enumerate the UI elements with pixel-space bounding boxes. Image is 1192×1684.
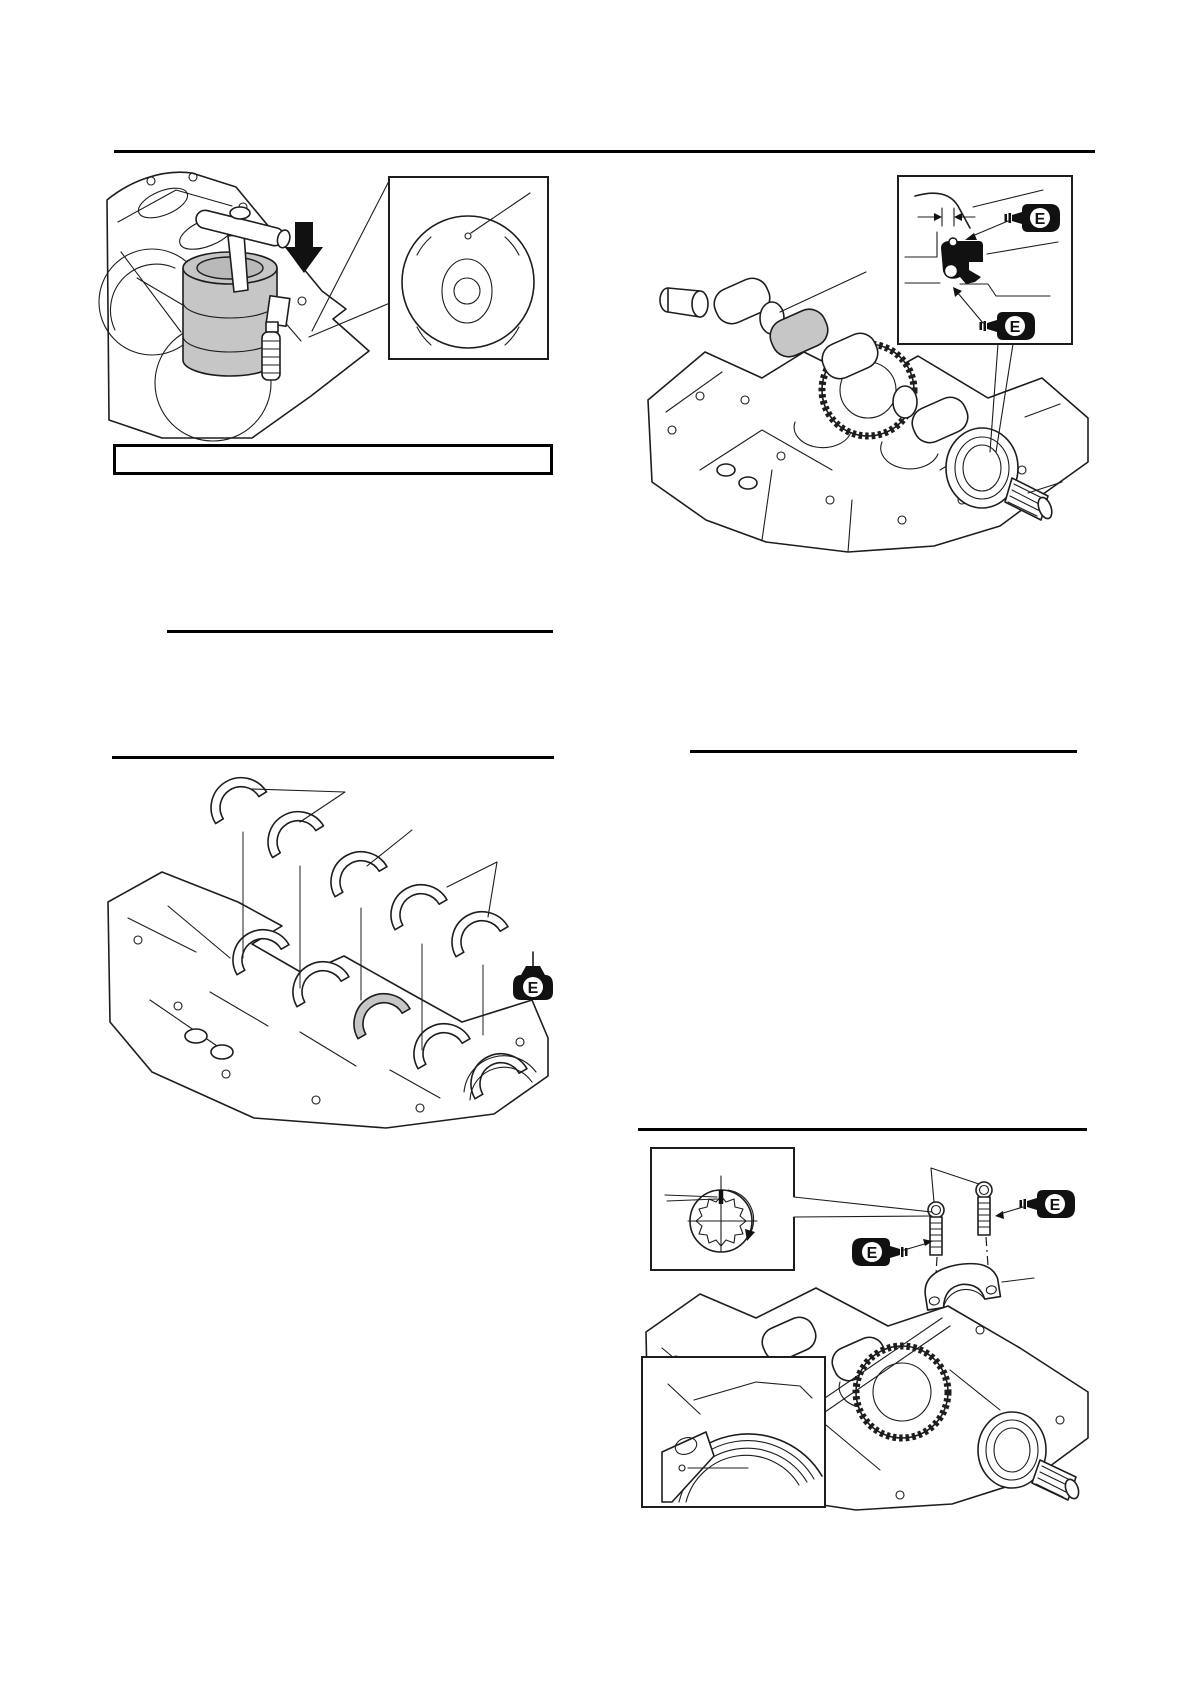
bearing-cap-mark-inset — [642, 1357, 825, 1507]
block-leader-line — [168, 906, 230, 958]
svg-text:E: E — [527, 980, 539, 997]
crankshaft-threaded-nose — [1032, 1460, 1081, 1500]
shell-leader-line — [367, 830, 412, 866]
oil-can-icon — [852, 1238, 933, 1266]
left-column-step-rule — [167, 630, 553, 633]
bolt-leader-lines — [931, 1168, 979, 1202]
oil-can-icon — [513, 952, 553, 1000]
left-column-section-rule — [112, 756, 554, 759]
svg-text:E: E — [1009, 319, 1021, 336]
upper-main-bearing-shells-illustration — [100, 770, 560, 1135]
crankshaft-leader-line — [780, 272, 866, 312]
piston-crown-front-mark-inset — [389, 177, 548, 359]
bearing-shell — [441, 901, 508, 957]
bearing-shell — [257, 800, 324, 857]
piston-ring-compressor-illustration — [100, 155, 560, 455]
rear-bearing-saddle — [460, 1043, 527, 1099]
cap-leader-line — [1002, 1278, 1034, 1282]
bearing-saddle-oiled — [343, 983, 410, 1039]
inset-pointer-line — [309, 303, 390, 337]
svg-text:E: E — [1034, 211, 1046, 228]
nose-leader-line — [1028, 482, 1062, 493]
bearing-shell — [380, 874, 447, 930]
crankshaft-into-block-illustration — [632, 168, 1092, 560]
right-column-section-rule — [638, 1128, 1087, 1131]
inset-pointer-line — [794, 1197, 932, 1212]
svg-text:E: E — [866, 1245, 878, 1262]
page-top-rule — [114, 150, 1095, 153]
svg-text:E: E — [1049, 1197, 1061, 1214]
shell-leader-lines — [447, 862, 497, 917]
press-down-arrow-icon — [285, 222, 323, 273]
piston-ring-compressor-tool — [183, 207, 292, 380]
inset-pointer-line — [794, 1216, 932, 1217]
oil-seal-cross-section — [941, 238, 983, 284]
crankshaft-threaded-nose — [1005, 478, 1054, 520]
right-column-step-rule — [690, 750, 1077, 753]
main-bearing-upper-shells — [200, 766, 508, 956]
bearing-shell — [200, 766, 267, 823]
bearing-cap-bolt — [928, 1202, 944, 1255]
main-bearing-cap — [921, 1259, 1000, 1310]
rear-oil-seal-section-inset — [898, 176, 1072, 344]
seal-leader-line — [1025, 404, 1060, 417]
bearing-shell — [320, 841, 387, 897]
bearing-cap-bolt — [976, 1182, 992, 1235]
oil-can-icon — [995, 1190, 1075, 1219]
main-bearing-cap-and-bolts-illustration — [632, 1142, 1092, 1512]
